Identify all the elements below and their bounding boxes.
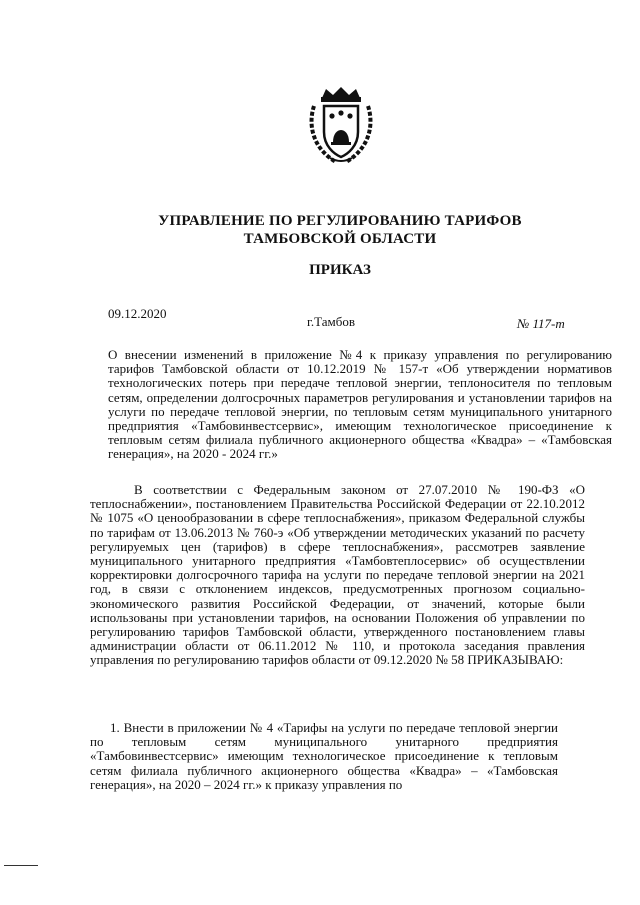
document-city: г.Тамбов [307,314,355,329]
coat-of-arms-icon [300,84,382,166]
organization-name-line-1: УПРАВЛЕНИЕ ПО РЕГУЛИРОВАНИЮ ТАРИФОВ [158,213,522,229]
page-footer-rule [4,865,38,866]
organization-name-line-2: ТАМБОВСКОЙ ОБЛАСТИ [243,231,437,247]
document-number: № 117-т [517,316,565,331]
document-type: ПРИКАЗ [309,262,371,278]
preamble-paragraph: В соответствии с Федеральным законом от 27.07.2010 № 190-ФЗ «О теплоснабжении», постановлением Правительства Российской Федерации от 22.10.2012 № 1075 «О ценообразовании в сфере теплоснабжения», приказом Федеральной службы по тарифам от 13.06.2013 № 760-э «Об утверждении методических указаний по расчету регулируемых цен (тарифов) в сфере теплоснабжения», рассмотрев заявление муниципального унитарного предприятия «Тамбовтеплосервис» об осуществлении корректировки долгосрочного тарифа на услуги по передаче тепловой энергии на 2021 год, в связи с отклонением индексов, предусмотренных прогнозом социально-экономического развития Российской Федерации, от значений, которые были использованы при установлении тарифов, на основании Положения об управлении по регулированию тарифов Тамбовской области, утвержденного постановлением главы администрации области от 06.11.2012 № 110, и протокола заседания правления управления по регулированию тарифов области от 09.12.2020 № 58 ПРИКАЗЫВАЮ: [90,482,585,668]
order-item-1: 1. Внести в приложении № 4 «Тарифы на услуги по передаче тепловой энергии по тепловым сетям муниципального унитарного предприятия «Тамбовинвестсервис» имеющим технологическое присоединение к тепловым сетям филиала публичного акционерного общества «Квадра» – «Тамбовская генерация», на 2020 – 2024 гг.» к приказу управления по [90,720,558,792]
document-subject: О внесении изменений в приложение №4 к приказу управления по регулированию тарифов Тамбовской области от 10.12.2019 № 157-т «Об утверждении нормативов технологических потерь при передаче тепловой энергии, теплоносителя по тепловым сетям, определении долгосрочных параметров регулирования и установлении тарифов на услуги по передаче тепловой энергии, по тепловым сетям муниципального унитарного предприятия «Тамбовинвестсервис», имеющим технологическое присоединение к тепловым сетям филиала публичного акционерного общества «Квадра» – «Тамбовская генерация», на 2020 - 2024 гг.» [108,347,612,462]
document-date: 09.12.2020 [108,306,167,321]
